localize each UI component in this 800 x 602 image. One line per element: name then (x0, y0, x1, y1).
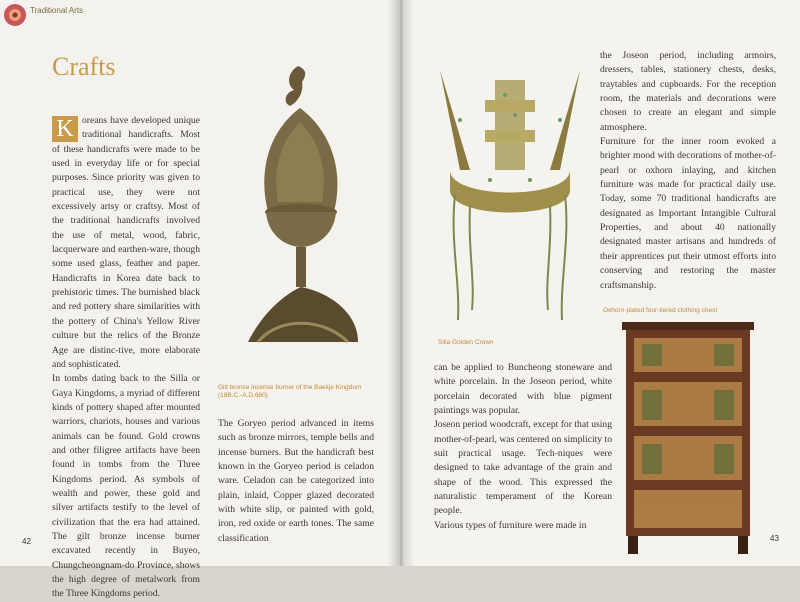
page-number-right: 43 (770, 534, 779, 543)
right-bottom-paragraph-2: Joseon period woodcraft, except for that using mother-of-pearl, was centered on simplicity to suit practical usage. Tech-niques were designed to take advantage of the grain and shape of the wood. This expressed the naturalistic temperament of the Korean people. (434, 419, 612, 517)
caption-chest: Oxhorn-plated four-tiered clothing chest (603, 307, 718, 314)
left-page (0, 0, 400, 600)
flower-ornament-icon (2, 2, 28, 28)
dropcap: K (52, 116, 78, 142)
left-paragraph-1: K oreans have developed unique traditional handicrafts. Most of these handicrafts were made to be used in everyday life or for special purposes. Since priority was given to practical use, they were not excessively artsy or craftsy. Most of the traditional handicrafts involved the use of metal, wood, fabric, lacquerware and earthen-ware, though some used glass, feather and paper. Handicrafts in Korea date back to prehistoric times. The burnished black and red pottery share similarities with the pottery of China's Yellow River culture but the relics of the Bronze Age are distinc-tive, more elaborate and sophisticated. (52, 115, 200, 370)
left-paragraph-2: In tombs dating back to the Silla or Gaya Kingdoms, a myriad of different kinds of pottery shaped after mounted warriors, chariots, houses and various animals can be found. Gold crowns and other filigree artifacts have been found in tombs from the Three Kingdoms period. As symbols of wealth and power, these gold and silver artifacts testify to the level of civilization that the era had attained. The gilt bronze incense burner excavated recently in Buyeo, Chungcheongnam-do Province, shows the high degree of metalwork from the Three Kingdoms period. (52, 373, 200, 600)
left-column (52, 114, 200, 602)
caption-burner: Gilt bronze incense burner of the Baekje Kingdom (18B.C.-A.D.660) (218, 384, 362, 399)
right-bottom-paragraph-1: can be applied to Buncheong stoneware and white porcelain. In the Joseon period, white porcelain decorated with blue pigment paintings was popular. (434, 362, 612, 417)
middle-column: The Goryeo period advanced in items such as bronze mirrors, temple bells and incense burners. But the handicraft best known in the Goryeo period is celadon ware. Celadon can be categorized into plain, inlaid, Copper glazed decorated with white slip, or painted with gold, iron, red oxide or earth tones. The same classification (218, 418, 374, 544)
right-top-column (600, 49, 776, 293)
section-header: Traditional Arts (30, 6, 84, 15)
page-title: Crafts (52, 52, 116, 81)
right-bottom-column (434, 361, 612, 533)
right-page (400, 0, 800, 566)
incense-burner-image (228, 62, 378, 362)
right-bottom-paragraph-3: Various types of furniture were made in (434, 519, 587, 531)
golden-crown-image (420, 60, 600, 332)
book-gutter (388, 0, 414, 566)
right-top-paragraph-1: the Joseon period, including armoirs, dressers, tables, stationery chests, desks, traytables and cupboards. For the reception room, the materials and decorations were chosen to create an elegant and simple atmosphere. (600, 50, 776, 133)
caption-crown: Silla Golden Crown (438, 339, 494, 346)
clothing-chest-image (618, 320, 758, 556)
page-number-left: 42 (22, 537, 31, 546)
right-top-paragraph-2: Furniture for the inner room evoked a brighter mood with decorations of mother-of-pearl or oxhorn inlaying, and kitchen furniture was made for practical daily use. Today, some 70 traditional handicrafts are designated as Important Intangible Cultural Properties, and about 40 nationally designated master artisans and hundreds of their apprentices put their utmost efforts into conserving and restoring the master craftsmanship. (600, 136, 776, 291)
